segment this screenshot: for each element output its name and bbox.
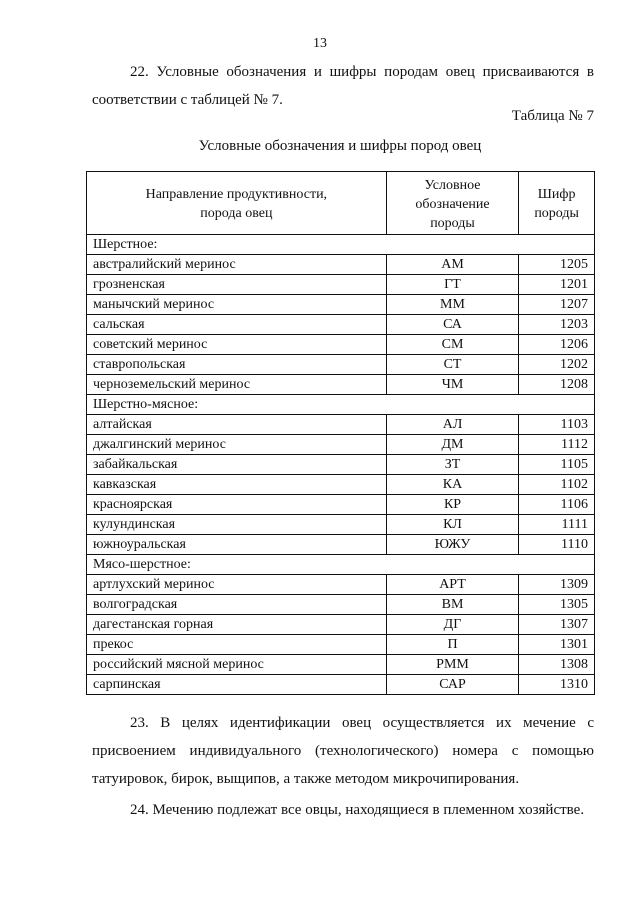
table-header-row: [87, 172, 595, 235]
breed-cipher-cell: 1310: [519, 675, 595, 695]
page-number: 13: [313, 36, 327, 51]
table-row: [87, 335, 595, 355]
table-group-row: [87, 235, 595, 255]
table-body: [87, 235, 595, 695]
breed-cipher-cell: 1106: [519, 495, 595, 515]
breed-name-cell: сарпинская: [87, 675, 387, 695]
breed-cipher-cell: 1205: [519, 255, 595, 275]
breed-code-cell: ЧМ: [386, 375, 519, 395]
breed-code-cell: АМ: [386, 255, 519, 275]
breed-code-cell: КР: [386, 495, 519, 515]
breed-cipher-cell: 1307: [519, 615, 595, 635]
breed-code-cell: АЛ: [386, 415, 519, 435]
group-title: Шерстное:: [87, 235, 595, 255]
table-row: [87, 475, 595, 495]
header-code: [386, 172, 519, 235]
breed-cipher-cell: 1110: [519, 535, 595, 555]
table-row: [87, 495, 595, 515]
table-row: [87, 535, 595, 555]
breed-name-cell: артлухский меринос: [87, 575, 387, 595]
breed-cipher-cell: 1206: [519, 335, 595, 355]
table-row: [87, 355, 595, 375]
breed-cipher-cell: 1103: [519, 415, 595, 435]
table-row: [87, 615, 595, 635]
breed-name-cell: австралийский меринос: [87, 255, 387, 275]
breed-name-cell: южноуральская: [87, 535, 387, 555]
group-title: Шерстно-мясное:: [87, 395, 595, 415]
header-code-line: обозначение: [415, 196, 490, 212]
table-row: [87, 595, 595, 615]
table-row: [87, 415, 595, 435]
table-row: [87, 575, 595, 595]
breed-name-cell: советский меринос: [87, 335, 387, 355]
breed-cipher-cell: 1105: [519, 455, 595, 475]
breed-code-cell: ГТ: [386, 275, 519, 295]
breed-cipher-cell: 1201: [519, 275, 595, 295]
table-row: [87, 375, 595, 395]
breed-cipher-cell: 1102: [519, 475, 595, 495]
header-name-line: Направление продуктивности,: [145, 187, 328, 202]
breed-cipher-cell: 1308: [519, 655, 595, 675]
breed-code-cell: СТ: [386, 355, 519, 375]
table-row: [87, 655, 595, 675]
breed-code-cell: РММ: [386, 655, 519, 675]
table-group-row: [87, 555, 595, 575]
breed-code-cell: КА: [386, 475, 519, 495]
header-cipher: [519, 172, 595, 235]
table-row: [87, 455, 595, 475]
table-title: Условные обозначения и шифры пород овец: [198, 138, 482, 154]
breed-name-cell: российский мясной меринос: [87, 655, 387, 675]
header-cipher-line: породы: [534, 206, 579, 221]
table-row: [87, 675, 595, 695]
header-name-line: порода овец: [200, 206, 273, 221]
table-row: [87, 295, 595, 315]
breed-cipher-cell: 1112: [519, 435, 595, 455]
breed-code-cell: ДМ: [386, 435, 519, 455]
table-group-row: [87, 395, 595, 415]
breed-name-cell: прекос: [87, 635, 387, 655]
header-cipher-line: Шифр: [537, 187, 576, 202]
breeds-table: [86, 171, 595, 695]
breed-cipher-cell: 1305: [519, 595, 595, 615]
table-row: [87, 635, 595, 655]
breed-code-cell: КЛ: [386, 515, 519, 535]
breed-code-cell: ММ: [386, 295, 519, 315]
breed-cipher-cell: 1301: [519, 635, 595, 655]
table-row: [87, 515, 595, 535]
group-title: Мясо-шерстное:: [87, 555, 595, 575]
breed-code-cell: ЗТ: [386, 455, 519, 475]
breed-name-cell: сальская: [87, 315, 387, 335]
header-code-line: Условное: [424, 177, 481, 193]
breed-cipher-cell: 1111: [519, 515, 595, 535]
paragraph-24: 24. Мечению подлежат все овцы, находящиеся в племенном хозяйстве.: [130, 802, 585, 818]
breed-code-cell: САР: [386, 675, 519, 695]
breed-code-cell: ВМ: [386, 595, 519, 615]
breed-name-cell: кавказская: [87, 475, 387, 495]
table-row: [87, 435, 595, 455]
paragraph-22: 22. Условные обозначения и шифры породам овец присваиваются в соответствии с таблицей № 7.: [92, 64, 594, 108]
breed-name-cell: джалгинский меринос: [87, 435, 387, 455]
table-row: [87, 275, 595, 295]
breed-name-cell: дагестанская горная: [87, 615, 387, 635]
breed-code-cell: СА: [386, 315, 519, 335]
breed-name-cell: манычский меринос: [87, 295, 387, 315]
breed-name-cell: кулундинская: [87, 515, 387, 535]
header-code-line: породы: [430, 215, 475, 231]
breed-cipher-cell: 1207: [519, 295, 595, 315]
breed-code-cell: ДГ: [386, 615, 519, 635]
breed-code-cell: СМ: [386, 335, 519, 355]
breed-name-cell: алтайская: [87, 415, 387, 435]
breed-name-cell: грозненская: [87, 275, 387, 295]
breed-cipher-cell: 1203: [519, 315, 595, 335]
breed-name-cell: ставропольская: [87, 355, 387, 375]
paragraph-23: 23. В целях идентификации овец осуществляется их мечение с присвоением индивидуального (технологического) номера с помощью татуировок, бирок, выщипов, а также методом микрочипирования.: [92, 715, 594, 787]
breed-name-cell: волгоградская: [87, 595, 387, 615]
breed-cipher-cell: 1309: [519, 575, 595, 595]
breed-name-cell: красноярская: [87, 495, 387, 515]
table-row: [87, 315, 595, 335]
table-label: Таблица № 7: [511, 108, 594, 124]
breed-name-cell: забайкальская: [87, 455, 387, 475]
breed-code-cell: АРТ: [386, 575, 519, 595]
table-row: [87, 255, 595, 275]
breed-cipher-cell: 1208: [519, 375, 595, 395]
breed-cipher-cell: 1202: [519, 355, 595, 375]
header-name: [87, 172, 387, 235]
breed-code-cell: П: [386, 635, 519, 655]
breed-name-cell: черноземельский меринос: [87, 375, 387, 395]
breed-code-cell: ЮЖУ: [386, 535, 519, 555]
